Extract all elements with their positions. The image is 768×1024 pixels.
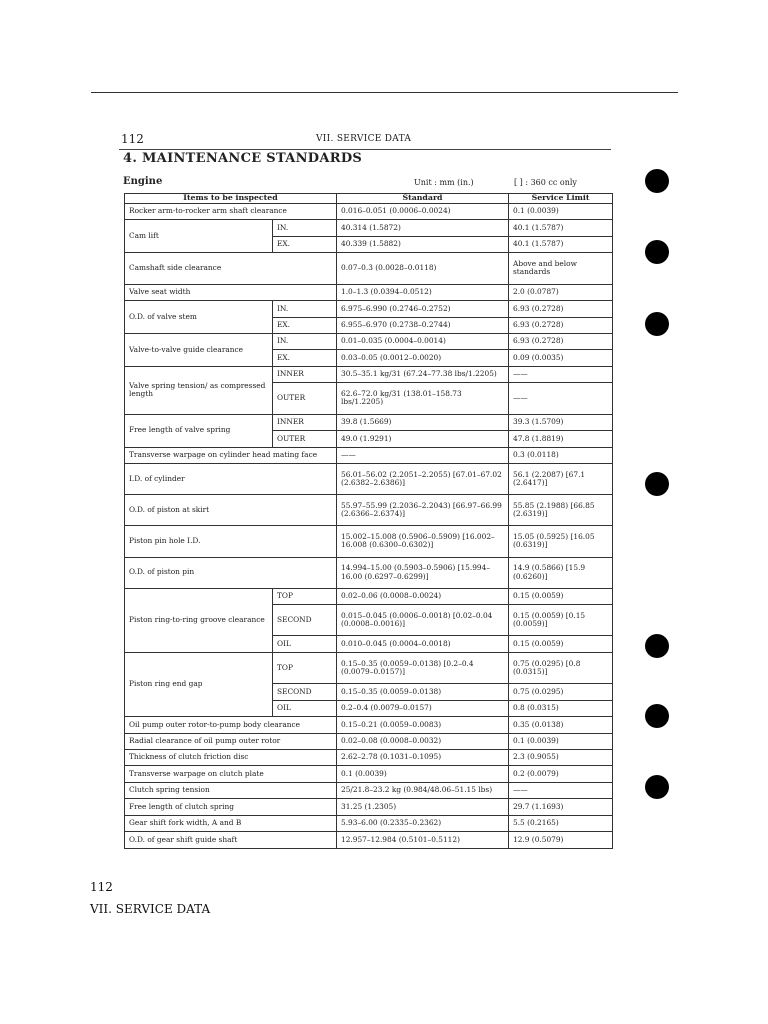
service-limit-value: 6.93 (0.2728) <box>509 317 613 333</box>
table-row <box>125 463 613 494</box>
sub-item-label: EX. <box>273 236 337 252</box>
service-limit-value: 0.1 (0.0039) <box>509 733 613 749</box>
item-label: O.D. of piston pin <box>125 557 337 588</box>
standard-value: 1.0–1.3 (0.0394–0.0512) <box>337 284 509 300</box>
standard-value: 2.62–2.78 (0.1031–0.1095) <box>337 750 509 766</box>
item-label: Free length of clutch spring <box>125 799 337 815</box>
sub-item-label: INNER <box>273 366 337 382</box>
top-divider <box>91 92 678 93</box>
item-label: Transverse warpage on cylinder head mating face <box>125 447 337 463</box>
table-row <box>125 588 613 604</box>
service-limit-value: 0.8 (0.0315) <box>509 700 613 716</box>
standard-value: 0.15–0.21 (0.0059–0.0083) <box>337 717 509 733</box>
standard-value: 0.016–0.051 (0.0006–0.0024) <box>337 203 509 219</box>
service-limit-value: 47.8 (1.8819) <box>509 431 613 447</box>
standard-value: 30.5–35.1 kg/31 (67.24–77.38 lbs/1.2205) <box>337 366 509 382</box>
bracket-note: [ ] : 360 cc only <box>514 178 577 187</box>
sub-item-label: OUTER <box>273 431 337 447</box>
standard-value: 0.010–0.045 (0.0004–0.0018) <box>337 636 509 652</box>
chapter-title: VII. SERVICE DATA <box>316 134 412 144</box>
service-limit-value: 15.05 (0.5925) [16.05 (0.6319)] <box>509 526 613 557</box>
sub-item-label: EX. <box>273 317 337 333</box>
table-row <box>125 832 613 849</box>
service-limit-value: 0.1 (0.0039) <box>509 203 613 219</box>
service-limit-value: 0.15 (0.0059) [0.15 (0.0059)] <box>509 605 613 636</box>
standard-value: 0.02–0.08 (0.0008–0.0032) <box>337 733 509 749</box>
service-limit-value: 0.3 (0.0118) <box>509 447 613 463</box>
table-row <box>125 253 613 284</box>
scanned-page <box>116 126 616 846</box>
sub-item-label: SECOND <box>273 605 337 636</box>
standard-value: 49.0 (1.9291) <box>337 431 509 447</box>
service-limit-value: 0.15 (0.0059) <box>509 588 613 604</box>
item-label: Valve seat width <box>125 284 337 300</box>
standard-value: 56.01–56.02 (2.2051–2.2055) [67.01–67.02 (2.6382–2.6386)] <box>337 463 509 494</box>
service-limit-value: 40.1 (1.5787) <box>509 220 613 236</box>
table-body <box>125 203 613 848</box>
item-label: Gear shift fork width, A and B <box>125 815 337 831</box>
sub-item-label: EX. <box>273 350 337 366</box>
service-limit-value: 55.85 (2.1988) [66.85 (2.6319)] <box>509 495 613 526</box>
binder-hole <box>645 240 669 264</box>
table-row <box>125 799 613 815</box>
standard-value: 25/21.8–23.2 kg (0.984/48.06–51.15 lbs) <box>337 782 509 798</box>
item-label: Radial clearance of oil pump outer rotor <box>125 733 337 749</box>
table-row <box>125 652 613 683</box>
service-limit-value: 0.2 (0.0079) <box>509 766 613 782</box>
binder-hole <box>645 472 669 496</box>
binder-hole <box>645 775 669 799</box>
standard-value: 0.15–0.35 (0.0059–0.0138) [0.2–0.4 (0.0079–0.0157)] <box>337 652 509 683</box>
sub-item-label: OIL <box>273 700 337 716</box>
standard-value: 0.02–0.06 (0.0008–0.0024) <box>337 588 509 604</box>
standard-value: 12.957–12.984 (0.5101–0.5112) <box>337 832 509 849</box>
sub-item-label: IN. <box>273 220 337 236</box>
service-limit-value: 6.93 (0.2728) <box>509 333 613 349</box>
table-row <box>125 717 613 733</box>
sub-item-label: IN. <box>273 301 337 317</box>
standard-value: 62.6–72.0 kg/31 (138.01–158.73 lbs/1.2205) <box>337 383 509 414</box>
standard-value: 0.01–0.035 (0.0004–0.0014) <box>337 333 509 349</box>
footer-chapter-title: VII. SERVICE DATA <box>90 902 211 916</box>
standard-value: 0.15–0.35 (0.0059–0.0138) <box>337 684 509 700</box>
table-row <box>125 366 613 382</box>
standard-value: 40.339 (1.5882) <box>337 236 509 252</box>
standard-value: 6.955–6.970 (0.2738–0.2744) <box>337 317 509 333</box>
item-label: Piston ring-to-ring groove clearance <box>125 588 273 652</box>
item-label: Valve spring tension/ as compressed length <box>125 366 273 414</box>
header-item: Items to be inspected <box>125 194 337 204</box>
service-limit-value: 2.3 (0.9055) <box>509 750 613 766</box>
table-row <box>125 447 613 463</box>
item-label: O.D. of valve stem <box>125 301 273 334</box>
page-number: 112 <box>121 132 144 146</box>
binder-hole <box>645 312 669 336</box>
standard-value: 0.015–0.045 (0.0006–0.0018) [0.02–0.04 (0.0008–0.0016)] <box>337 605 509 636</box>
standard-value: 0.1 (0.0039) <box>337 766 509 782</box>
table-row <box>125 284 613 300</box>
service-limit-value: —— <box>509 366 613 382</box>
maintenance-standards-table <box>124 193 613 849</box>
sub-item-label: OIL <box>273 636 337 652</box>
sub-item-label: SECOND <box>273 684 337 700</box>
table-row <box>125 750 613 766</box>
item-label: Piston pin hole I.D. <box>125 526 337 557</box>
service-limit-value: 0.35 (0.0138) <box>509 717 613 733</box>
item-label: Rocker arm-to-rocker arm shaft clearance <box>125 203 337 219</box>
unit-note: Unit : mm (in.) <box>414 178 474 187</box>
item-label: Clutch spring tension <box>125 782 337 798</box>
service-limit-value: 0.09 (0.0035) <box>509 350 613 366</box>
item-label: Free length of valve spring <box>125 414 273 447</box>
table-row <box>125 220 613 236</box>
service-limit-value: —— <box>509 782 613 798</box>
sub-item-label: TOP <box>273 652 337 683</box>
service-limit-value: 0.75 (0.0295) [0.8 (0.0315)] <box>509 652 613 683</box>
standard-value: 0.03–0.05 (0.0012–0.0020) <box>337 350 509 366</box>
service-limit-value: 29.7 (1.1693) <box>509 799 613 815</box>
table-row <box>125 414 613 430</box>
service-limit-value: 12.9 (0.5079) <box>509 832 613 849</box>
standard-value: 40.314 (1.5872) <box>337 220 509 236</box>
service-limit-value: 39.3 (1.5709) <box>509 414 613 430</box>
service-limit-value: 0.15 (0.0059) <box>509 636 613 652</box>
binder-hole <box>645 634 669 658</box>
standard-value: 55.97–55.99 (2.2036–2.2043) [66.97–66.99 (2.6366–2.6374)] <box>337 495 509 526</box>
table-row <box>125 782 613 798</box>
item-label: O.D. of gear shift guide shaft <box>125 832 337 849</box>
service-limit-value: 14.9 (0.5866) [15.9 (0.6260)] <box>509 557 613 588</box>
sub-item-label: TOP <box>273 588 337 604</box>
binder-hole <box>645 704 669 728</box>
sub-item-label: OUTER <box>273 383 337 414</box>
table-row <box>125 495 613 526</box>
item-label: Transverse warpage on clutch plate <box>125 766 337 782</box>
standard-value: —— <box>337 447 509 463</box>
header-standard: Standard <box>337 194 509 204</box>
header-limit: Service Limit <box>509 194 613 204</box>
standard-value: 5.93–6.00 (0.2335–0.2362) <box>337 815 509 831</box>
service-limit-value: 5.5 (0.2165) <box>509 815 613 831</box>
standard-value: 0.2–0.4 (0.0079–0.0157) <box>337 700 509 716</box>
item-label: Camshaft side clearance <box>125 253 337 284</box>
item-label: I.D. of cylinder <box>125 463 337 494</box>
table-row <box>125 557 613 588</box>
footer-page-number: 112 <box>90 880 113 894</box>
item-label: O.D. of piston at skirt <box>125 495 337 526</box>
standard-value: 15.002–15.008 (0.5906–0.5909) [16.002–16.008 (0.6300–0.6302)] <box>337 526 509 557</box>
service-limit-value: 56.1 (2.2087) [67.1 (2.6417)] <box>509 463 613 494</box>
standard-value: 14.994–15.00 (0.5903–0.5906) [15.994–16.00 (0.6297–0.6299)] <box>337 557 509 588</box>
table-row <box>125 733 613 749</box>
service-limit-value: 6.93 (0.2728) <box>509 301 613 317</box>
sub-item-label: INNER <box>273 414 337 430</box>
section-title: 4. MAINTENANCE STANDARDS <box>123 151 363 166</box>
service-limit-value: 2.0 (0.0787) <box>509 284 613 300</box>
table-row <box>125 526 613 557</box>
table-row <box>125 333 613 349</box>
header-rule <box>119 149 611 150</box>
standard-value: 39.8 (1.5669) <box>337 414 509 430</box>
item-label: Oil pump outer rotor-to-pump body clearance <box>125 717 337 733</box>
standard-value: 31.25 (1.2305) <box>337 799 509 815</box>
table-header-row <box>125 194 613 204</box>
service-limit-value: —— <box>509 383 613 414</box>
table-row <box>125 815 613 831</box>
standard-value: 6.975–6.990 (0.2746–0.2752) <box>337 301 509 317</box>
service-limit-value: Above and below standards <box>509 253 613 284</box>
item-label: Thickness of clutch friction disc <box>125 750 337 766</box>
binder-hole <box>645 169 669 193</box>
item-label: Cam lift <box>125 220 273 253</box>
service-limit-value: 40.1 (1.5787) <box>509 236 613 252</box>
sub-item-label: IN. <box>273 333 337 349</box>
item-label: Valve-to-valve guide clearance <box>125 333 273 366</box>
table-row <box>125 301 613 317</box>
subsection-title: Engine <box>123 176 163 187</box>
service-limit-value: 0.75 (0.0295) <box>509 684 613 700</box>
table-row <box>125 203 613 219</box>
table-row <box>125 766 613 782</box>
item-label: Piston ring end gap <box>125 652 273 716</box>
standard-value: 0.07–0.3 (0.0028–0.0118) <box>337 253 509 284</box>
